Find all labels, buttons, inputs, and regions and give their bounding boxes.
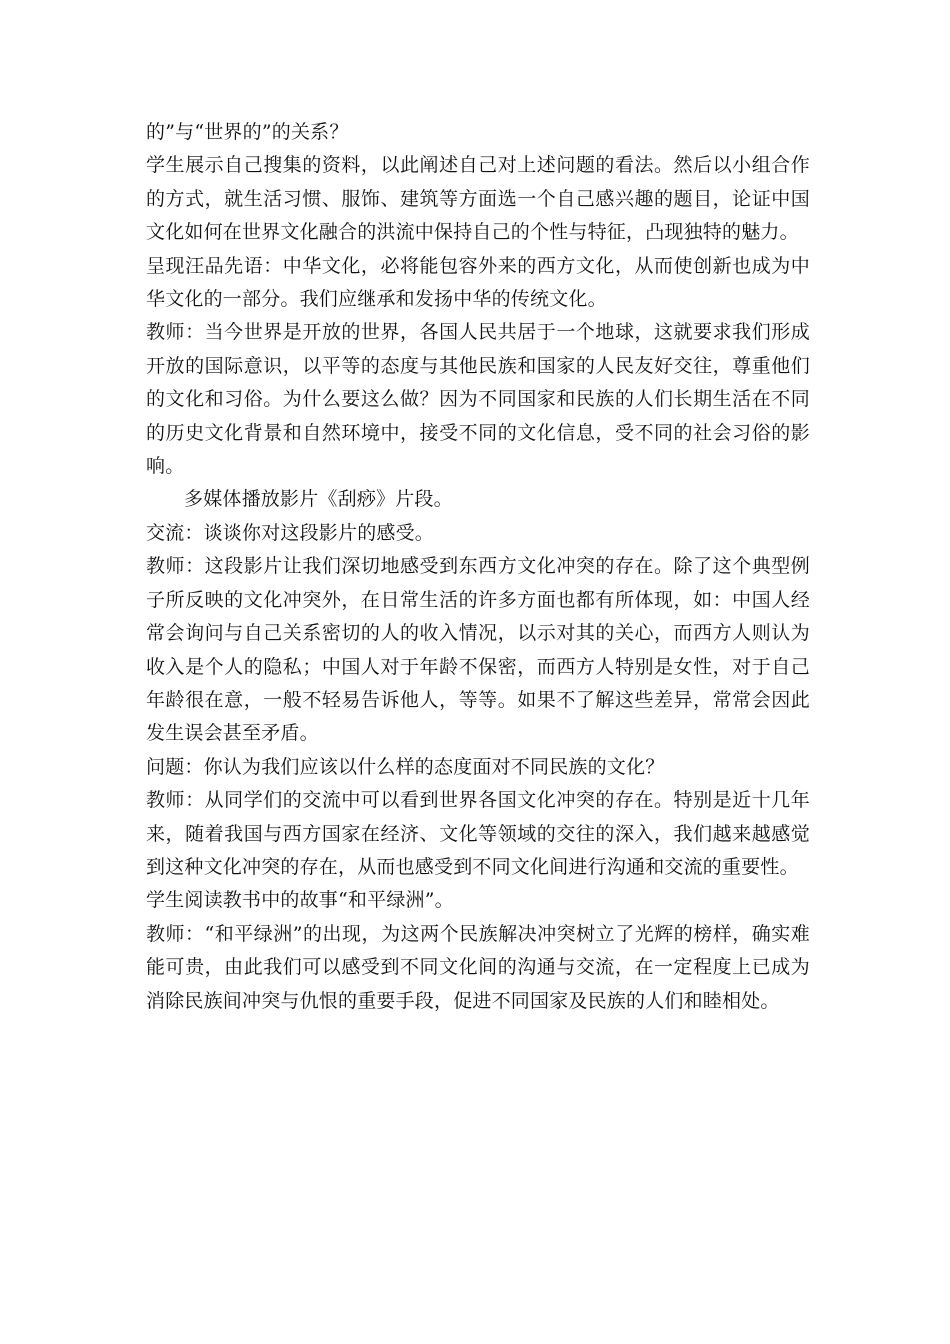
paragraph-discussion: 交流：谈谈你对这段影片的感受。 <box>146 521 435 544</box>
document-body <box>146 116 810 1018</box>
paragraph-relation-question: 的”与“世界的”的关系？ <box>146 121 349 143</box>
paragraph-teacher-open-world: 教师：当今世界是开放的世界，各国人民共居于一个地球，这就要求我们形成开放的国际意识，以平等的态度与其他民族和国家的人民友好交往，尊重他们的文化和习俗。为什么要这么做？因为不同国家和民族的人们长期生活在不同的历史文化背景和自然环境中，接受不同的文化信息，受不同的社会习俗的影响。 <box>146 321 810 478</box>
paragraph-quote: 呈现汪品先语：中华文化，必将能包容外来的西方文化，从而使创新也成为中华文化的一部分。我们应继承和发扬中华的传统文化。 <box>146 254 810 311</box>
paragraph-teacher-exchange: 教师：从同学们的交流中可以看到世界各国文化冲突的存在。特别是近十几年来，随着我国与西方国家在经济、文化等领域的交往的深入，我们越来越感觉到这种文化冲突的存在，从而也感受到不同文化间进行沟通和交流的重要性。 <box>146 789 810 878</box>
paragraph-story-reading: 学生阅读教书中的故事“和平绿洲”。 <box>146 889 454 912</box>
paragraph-teacher-conflict: 教师：这段影片让我们深切地感受到东西方文化冲突的存在。除了这个典型例子所反映的文化冲突外，在日常生活的许多方面也都有所体现，如：中国人经常会询问与自己关系密切的人的收入情况，以示对其的关心，而西方人则认为收入是个人的隐私；中国人对于年龄不保密，而西方人特别是女性，对于自己年龄很在意，一般不轻易告诉他人，等等。如果不了解这些差异，常常会因此发生误会甚至矛盾。 <box>146 555 810 745</box>
paragraph-film-play: 多媒体播放影片《刮痧》片段。 <box>184 488 453 511</box>
paragraph-student-research: 学生展示自己搜集的资料，以此阐述自己对上述问题的看法。然后以小组合作的方式，就生活习惯、服饰、建筑等方面选一个自己感兴趣的题目，论证中国文化如何在世界文化融合的洪流中保持自己的个性与特征，凸现独特的魅力。 <box>146 154 810 244</box>
paragraph-teacher-peace-oasis: 教师：“和平绿洲”的出现，为这两个民族解决冲突树立了光辉的榜样，确实难能可贵，由此我们可以感受到不同文化间的沟通与交流，在一定程度上已成为消除民族间冲突与仇恨的重要手段，促进不同国家及民族的人们和睦相处。 <box>146 922 810 1012</box>
paragraph-question-attitude: 问题：你认为我们应该以什么样的态度面对不同民族的文化？ <box>146 755 665 778</box>
